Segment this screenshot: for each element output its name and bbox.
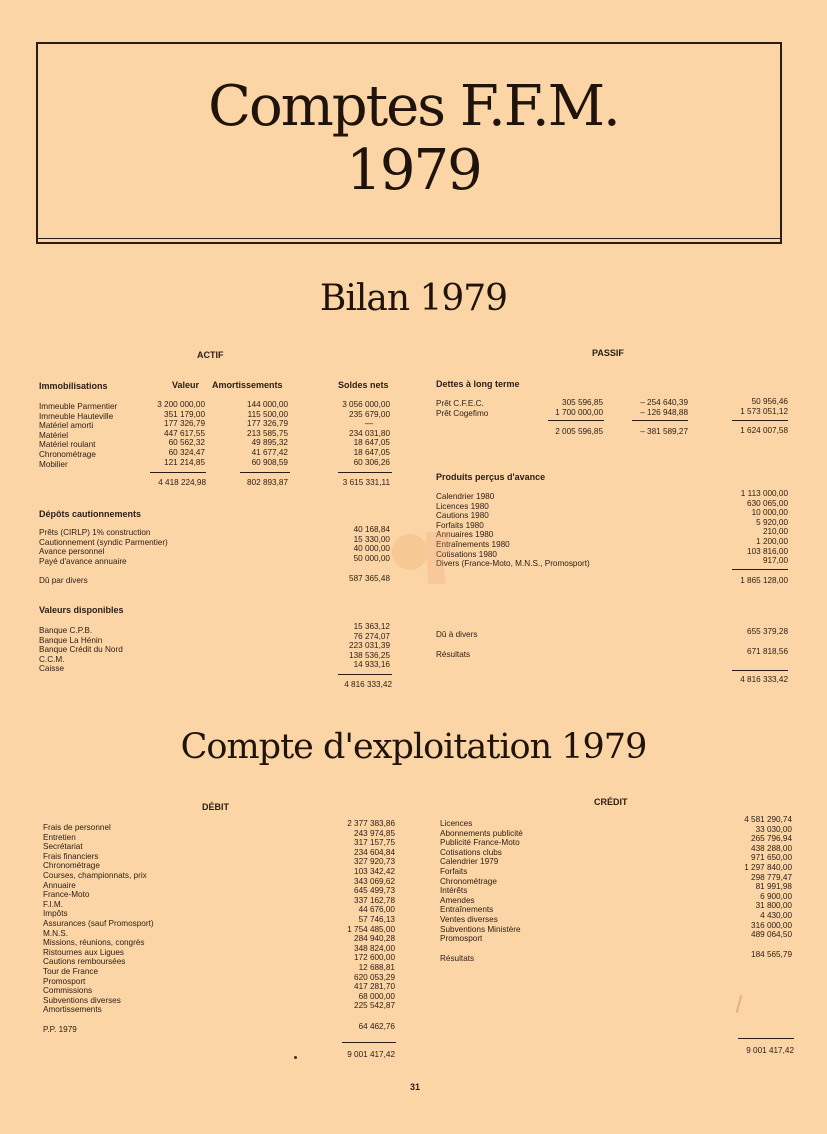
list-item: Subventions diverses	[43, 995, 121, 1005]
value-cell: 50 956,46	[751, 397, 788, 406]
list-item: Licences 1980	[436, 501, 489, 511]
value-cell: 284 940,28	[354, 934, 395, 944]
value-cell: 213 585,75	[247, 428, 288, 438]
immobilisations-amortissements	[220, 400, 288, 467]
value-cell: 6 900,00	[760, 891, 792, 901]
value-cell: 15 330,00	[353, 534, 390, 544]
ink-dot	[294, 1056, 297, 1059]
list-item: F.I.M.	[43, 899, 64, 909]
list-item: Frais de personnel	[43, 823, 111, 832]
list-item: Matériel amorti	[39, 421, 94, 431]
list-item: Prêt Cogefimo	[436, 408, 489, 418]
divider	[632, 420, 688, 421]
value-cell: 234 031,80	[349, 428, 390, 438]
value-cell: 1 754 485,00	[347, 924, 395, 934]
divider	[738, 1038, 794, 1039]
value-cell: 138 536,25	[349, 650, 390, 660]
produits-values	[720, 489, 788, 566]
value-cell: 81 991,98	[755, 882, 792, 892]
value-cell: 351 179,00	[164, 409, 205, 419]
list-item: Calendrier 1979	[440, 857, 499, 867]
dettes-total3: 1 624 007,58	[740, 426, 788, 435]
list-item: Licences	[440, 819, 473, 828]
value-cell: 172 600,00	[354, 953, 395, 963]
value-cell: 60 324,47	[168, 447, 205, 457]
list-item: Payé d'avance annuaire	[39, 556, 127, 566]
immobilisations-valeurs	[140, 400, 205, 467]
dettes-total2: – 381 589,27	[640, 427, 688, 436]
dettes-col1	[535, 398, 603, 417]
value-cell: 417 281,70	[354, 982, 395, 992]
list-item: Entraînements 1980	[436, 539, 510, 549]
passif-label: PASSIF	[592, 348, 624, 358]
list-item: Avance personnel	[39, 547, 105, 557]
list-item: Caisse	[39, 664, 65, 674]
du-a-divers-label: Dû à divers	[436, 630, 478, 639]
value-cell: 620 053,29	[354, 972, 395, 982]
list-item: Cautions remboursées	[43, 957, 126, 967]
value-cell: 177 326,79	[247, 419, 288, 429]
du-par-divers-value: 587 365,48	[349, 574, 390, 583]
list-item: Matériel roulant	[39, 440, 96, 450]
depots-heading: Dépôts cautionnements	[39, 509, 142, 519]
pp-label: P.P. 1979	[43, 1025, 77, 1034]
credit-resultats-label: Résultats	[440, 954, 475, 963]
value-cell: 115 500,00	[247, 409, 288, 419]
credit-total: 9 001 417,42	[746, 1046, 794, 1055]
value-cell: 60 908,59	[251, 457, 288, 467]
value-cell: 12 688,81	[358, 962, 395, 972]
list-item: Promosport	[43, 976, 86, 986]
value-cell: 40 168,84	[353, 525, 390, 534]
value-cell: 1 200,00	[756, 536, 788, 546]
list-item: Missions, réunions, congrès	[43, 938, 145, 948]
list-item: Publicité France-Moto	[440, 838, 520, 848]
page-title-year: 1979	[346, 138, 481, 203]
value-cell: 18 647,05	[353, 438, 390, 448]
list-item: Commissions	[43, 986, 93, 996]
valeurs-values	[320, 622, 390, 670]
divider	[732, 420, 788, 421]
list-item: Forfaits	[440, 866, 468, 876]
list-item: Cotisations clubs	[440, 847, 502, 857]
value-cell: 144 000,00	[247, 400, 288, 409]
bilan-title: Bilan 1979	[319, 278, 508, 319]
list-item: Prêts (CIRLP) 1% construction	[39, 528, 151, 537]
list-item: Cotisations 1980	[436, 549, 497, 559]
value-cell: 971 650,00	[751, 853, 792, 863]
value-cell: 1 573 051,12	[740, 406, 788, 416]
immobilisations-labels	[39, 402, 117, 469]
list-item: Cautions 1980	[436, 511, 489, 521]
col-soldes-header: Soldes nets	[338, 380, 389, 390]
value-cell: 305 596,85	[562, 398, 603, 407]
list-item: Cautionnement (syndic Parmentier)	[39, 537, 168, 547]
list-item: Chronométrage	[39, 449, 96, 459]
value-cell: 489 064,50	[751, 930, 792, 940]
value-cell: 57 746,13	[358, 914, 395, 924]
debit-values	[325, 819, 395, 1011]
list-item: Chronométrage	[440, 876, 497, 886]
actif-total: 4 816 333,42	[344, 680, 392, 689]
immobilisations-soldes	[320, 400, 390, 467]
credit-resultats-value: 184 565,79	[751, 950, 792, 959]
value-cell: 210,00	[762, 527, 788, 537]
value-cell: —	[364, 419, 374, 429]
value-cell: 243 974,85	[354, 828, 395, 838]
passif-total: 4 816 333,42	[740, 675, 788, 684]
credit-values	[722, 815, 792, 940]
dettes-col3	[720, 397, 788, 416]
total-valeur: 4 418 224,98	[158, 478, 206, 487]
value-cell: 103 342,42	[354, 866, 395, 876]
value-cell: 235 679,00	[349, 409, 390, 419]
value-cell: 234 604,84	[354, 847, 395, 857]
du-par-divers-label: Dû par divers	[39, 576, 88, 585]
value-cell: 3 200 000,00	[157, 400, 205, 409]
exploitation-title: Compte d'exploitation 1979	[180, 727, 647, 767]
list-item: Subventions Ministère	[440, 924, 521, 934]
actif-label: ACTIF	[197, 350, 224, 360]
value-cell: 438 288,00	[751, 843, 792, 853]
list-item: France-Moto	[43, 890, 90, 900]
value-cell: 337 162,78	[354, 895, 395, 905]
list-item: Abonnements publicité	[440, 828, 523, 838]
pencil-mark	[736, 995, 743, 1013]
resultats-label: Résultats	[436, 650, 471, 659]
divider	[338, 472, 392, 473]
immobilisations-heading: Immobilisations	[39, 381, 108, 391]
value-cell: 1 700 000,00	[555, 407, 603, 417]
total-soldes: 3 615 331,11	[342, 478, 390, 487]
dettes-heading: Dettes à long terme	[436, 379, 520, 389]
list-item: Divers (France-Moto, M.N.S., Promosport)	[436, 559, 590, 569]
value-cell: 121 214,85	[164, 457, 205, 467]
col-valeur-header: Valeur	[172, 380, 200, 390]
list-item: Ristournes aux Ligues	[43, 947, 125, 957]
valeurs-disponibles-heading: Valeurs disponibles	[39, 605, 124, 615]
list-item: Banque C.P.B.	[39, 626, 93, 635]
value-cell: 645 499,73	[354, 886, 395, 896]
list-item: Banque La Hénin	[39, 635, 103, 645]
value-cell: 4 430,00	[760, 910, 792, 920]
value-cell: 630 065,00	[747, 498, 788, 508]
dettes-col2	[620, 398, 688, 417]
list-item: Amendes	[440, 895, 475, 905]
value-cell: 14 933,16	[353, 660, 390, 670]
list-item: Assurances (sauf Promosport)	[43, 918, 154, 928]
value-cell: 103 816,00	[747, 546, 788, 556]
stamp-mark	[388, 522, 468, 602]
list-item: Matériel	[39, 430, 69, 440]
credit-label: CRÉDIT	[594, 797, 628, 807]
value-cell: 44 676,00	[358, 905, 395, 915]
list-item: Ventes diverses	[440, 914, 498, 924]
value-cell: 3 056 000,00	[342, 400, 390, 409]
col-amortissements-header: Amortissements	[212, 380, 283, 390]
resultats-value: 671 818,56	[747, 647, 788, 656]
list-item: Annuaire	[43, 880, 76, 890]
value-cell: 316 000,00	[751, 920, 792, 930]
value-cell: 76 274,07	[353, 631, 390, 641]
value-cell: 50 000,00	[353, 553, 390, 563]
divider	[240, 472, 290, 473]
list-item: Banque Crédit du Nord	[39, 645, 123, 655]
divider	[548, 420, 604, 421]
page-title: Comptes F.F.M.	[208, 74, 619, 139]
value-cell: – 126 948,88	[640, 407, 688, 417]
list-item: Immeuble Parmentier	[39, 402, 118, 411]
divider	[338, 674, 392, 675]
debit-total: 9 001 417,42	[347, 1050, 395, 1059]
value-cell: 1 113 000,00	[740, 489, 788, 498]
value-cell: 177 326,79	[164, 419, 205, 429]
list-item: Calendrier 1980	[436, 492, 495, 501]
list-item: Intérêts	[440, 886, 468, 896]
depots-labels	[39, 528, 168, 566]
list-item: Amortissements	[43, 1005, 102, 1015]
list-item: C.C.M.	[39, 654, 65, 664]
value-cell: 40 000,00	[353, 544, 390, 554]
value-cell: 4 581 290,74	[744, 815, 792, 824]
debit-label: DÉBIT	[202, 802, 229, 812]
value-cell: 2 377 383,86	[347, 819, 395, 828]
value-cell: 5 920,00	[756, 517, 788, 527]
value-cell: – 254 640,39	[640, 398, 688, 407]
list-item: M.N.S.	[43, 928, 69, 938]
debit-labels	[43, 823, 154, 1015]
du-a-divers-value: 655 379,28	[747, 627, 788, 636]
value-cell: 18 647,05	[353, 447, 390, 457]
list-item: Impôts	[43, 909, 68, 919]
value-cell: 1 297 840,00	[744, 862, 792, 872]
list-item: Prêt C.F.E.C.	[436, 399, 484, 408]
divider	[732, 569, 788, 570]
list-item: Chronométrage	[43, 861, 100, 871]
divider	[150, 472, 206, 473]
value-cell: 68 000,00	[358, 991, 395, 1001]
value-cell: 317 157,75	[354, 838, 395, 848]
value-cell: 33 030,00	[755, 824, 792, 834]
divider	[342, 1042, 396, 1043]
depots-values	[320, 525, 390, 563]
page-number: 31	[409, 1082, 420, 1092]
value-cell: 298 779,47	[751, 872, 792, 882]
list-item: Entretien	[43, 832, 76, 842]
value-cell: 343 069,62	[354, 876, 395, 886]
value-cell: 31 800,00	[755, 901, 792, 911]
produits-total: 1 865 128,00	[740, 576, 788, 585]
value-cell: 10 000,00	[751, 508, 788, 518]
value-cell: 447 617,55	[164, 428, 205, 438]
value-cell: 41 677,42	[251, 447, 288, 457]
value-cell: 265 796,94	[751, 834, 792, 844]
list-item: Entraînements	[440, 905, 494, 915]
list-item: Secrétariat	[43, 842, 83, 852]
divider	[732, 670, 788, 671]
pp-value: 64 462,76	[358, 1022, 395, 1031]
list-item: Immeuble Hauteville	[39, 411, 114, 421]
list-item: Tour de France	[43, 966, 99, 976]
dettes-total1: 2 005 596,85	[555, 427, 603, 436]
list-item: Annuaires 1980	[436, 530, 494, 540]
value-cell: 60 562,32	[168, 438, 205, 448]
credit-labels	[440, 819, 523, 944]
total-amortissements: 802 893,87	[247, 478, 288, 487]
dettes-labels	[436, 399, 488, 418]
value-cell: 60 306,26	[353, 457, 390, 467]
value-cell: 917,00	[762, 556, 788, 566]
list-item: Mobilier	[39, 459, 68, 469]
valeurs-labels	[39, 626, 123, 674]
value-cell: 348 824,00	[354, 943, 395, 953]
value-cell: 225 542,87	[354, 1001, 395, 1011]
value-cell: 15 363,12	[353, 622, 390, 631]
list-item: Promosport	[440, 934, 483, 944]
value-cell: 49 895,32	[251, 438, 288, 448]
value-cell: 223 031,39	[349, 641, 390, 651]
value-cell: 327 920,73	[354, 857, 395, 867]
list-item: Frais financiers	[43, 851, 99, 861]
list-item: Forfaits 1980	[436, 520, 484, 530]
produits-heading: Produits perçus d'avance	[436, 472, 546, 482]
list-item: Courses, championnats, prix	[43, 870, 147, 880]
